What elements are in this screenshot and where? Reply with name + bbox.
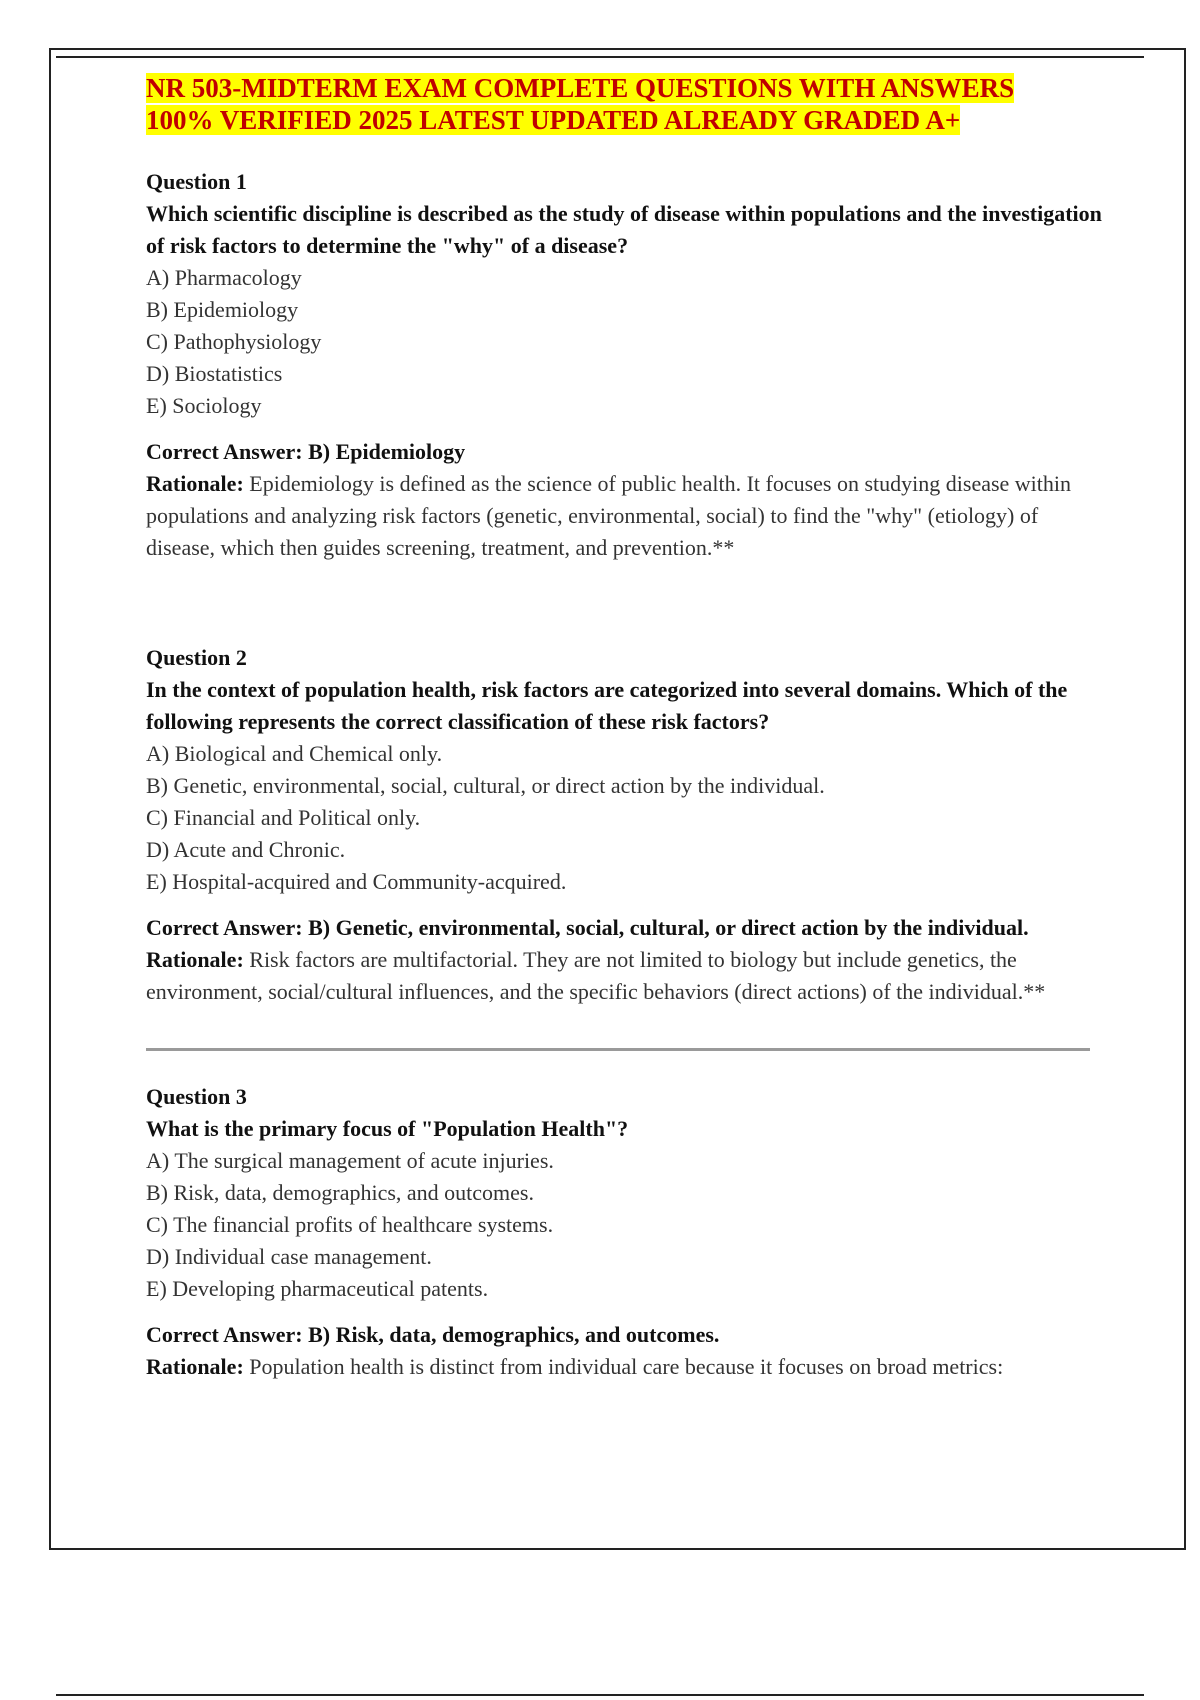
option-list (146, 262, 1106, 422)
rationale-text: Epidemiology is defined as the science of public health. It focuses on studying disease within populations and analyzing risk factors (genetic, environmental, social) to find the "why" (etiology) of disease, which then guides screening, treatment, and prevention.** (146, 471, 1072, 560)
document-body (146, 72, 1106, 1383)
option-list (146, 738, 1106, 898)
option-e: E) Hospital-acquired and Community-acquired. (146, 869, 567, 894)
document-title (146, 72, 1106, 136)
option-e: E) Sociology (146, 393, 262, 418)
rationale-text: Risk factors are multifactorial. They are not limited to biology but include genetics, the environment, social/cultural influences, and the specific behaviors (direct actions) of the individual.** (146, 947, 1046, 1004)
question-text: In the context of population health, risk factors are categorized into several domains. Which of the following represents the correct classification of these risk factors? (146, 677, 1068, 734)
option-b: B) Epidemiology (146, 297, 299, 322)
option-c: C) The financial profits of healthcare systems. (146, 1212, 554, 1237)
top-rule (56, 56, 1144, 58)
rationale-label: Rationale: (146, 1354, 244, 1379)
option-a: A) Biological and Chemical only. (146, 741, 443, 766)
question-label: Question 2 (146, 645, 247, 670)
question-2 (146, 642, 1106, 1008)
question-label: Question 1 (146, 169, 247, 194)
option-d: D) Individual case management. (146, 1244, 432, 1269)
option-e: E) Developing pharmaceutical patents. (146, 1276, 489, 1301)
option-d: D) Biostatistics (146, 361, 283, 386)
section-divider (146, 1048, 1090, 1051)
rationale (146, 468, 1106, 564)
rationale-label: Rationale: (146, 471, 244, 496)
rationale-label: Rationale: (146, 947, 244, 972)
rationale-text: Population health is distinct from individual care because it focuses on broad metrics: (243, 1354, 1004, 1379)
title-line-2: 100% VERIFIED 2025 LATEST UPDATED ALREADY GRADED A+ (146, 105, 961, 135)
option-a: A) The surgical management of acute injuries. (146, 1148, 554, 1173)
option-d: D) Acute and Chronic. (146, 837, 346, 862)
question-text: Which scientific discipline is described as the study of disease within populations and the investigation of risk factors to determine the "why" of a disease? (146, 201, 1102, 258)
option-b: B) Risk, data, demographics, and outcomes. (146, 1180, 534, 1205)
rationale (146, 944, 1106, 1008)
question-label: Question 3 (146, 1084, 247, 1109)
correct-answer: Correct Answer: B) Risk, data, demographics, and outcomes. (146, 1322, 720, 1347)
rationale (146, 1351, 1106, 1383)
correct-answer: Correct Answer: B) Genetic, environmental, social, cultural, or direct action by the individual. (146, 915, 1029, 940)
option-c: C) Financial and Political only. (146, 805, 421, 830)
option-list (146, 1145, 1106, 1305)
correct-answer: Correct Answer: B) Epidemiology (146, 439, 466, 464)
question-1 (146, 166, 1106, 564)
option-a: A) Pharmacology (146, 265, 302, 290)
question-text: What is the primary focus of "Population Health"? (146, 1116, 629, 1141)
option-c: C) Pathophysiology (146, 329, 322, 354)
bottom-rule (56, 1694, 1144, 1696)
question-3 (146, 1081, 1106, 1383)
option-b: B) Genetic, environmental, social, cultural, or direct action by the individual. (146, 773, 825, 798)
title-line-1: NR 503-MIDTERM EXAM COMPLETE QUESTIONS WITH ANSWERS (146, 73, 1015, 103)
